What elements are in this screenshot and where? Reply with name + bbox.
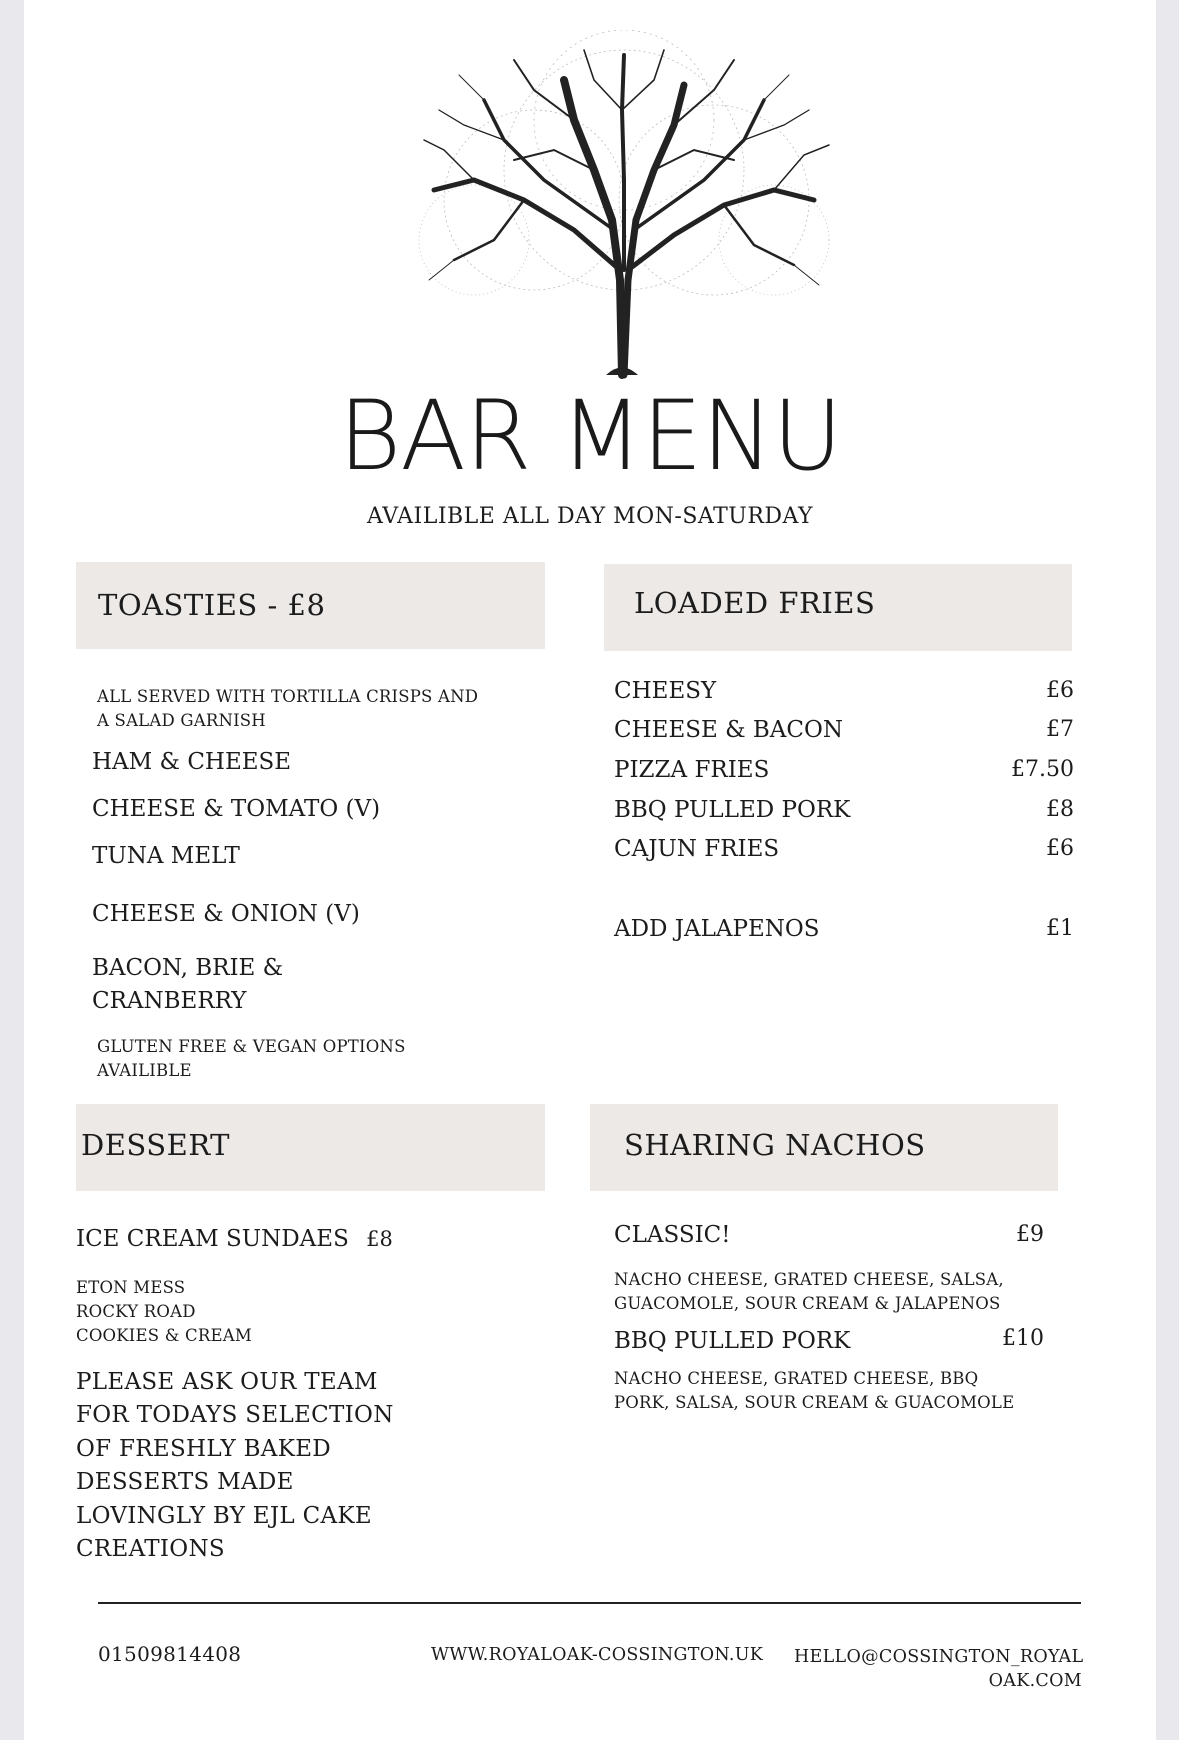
availability-subtitle: AVAILIBLE ALL DAY MON-SATURDAY [366,504,814,529]
fries-item: PIZZA FRIES £7.50 [614,757,1074,783]
footer-divider [98,1602,1081,1604]
fries-item: BBQ PULLED PORK £8 [614,797,1074,823]
nachos-heading: SHARING NACHOS [624,1128,926,1162]
nachos-header-band [590,1104,1058,1191]
footer-phone[interactable]: 01509814408 [98,1642,242,1666]
toastie-item: CHEESE & ONION (V) [92,901,360,927]
toastie-item: TUNA MELT [92,843,240,869]
dessert-heading: DESSERT [81,1128,230,1162]
fries-item: CAJUN FRIES £6 [614,836,1074,862]
nacho-desc: NACHO CHEESE, GRATED CHEESE, BBQ PORK, SALSA, SOUR CREAM & GUACOMOLE [614,1369,1015,1412]
footer-email-link[interactable]: HELLO@COSSINGTON_ROYAL OAK.COM [794,1647,1084,1691]
toasties-heading: TOASTIES - £8 [98,588,326,622]
dessert-header-band [76,1104,545,1191]
loaded-fries-heading: LOADED FRIES [634,586,876,620]
loaded-fries-header-band [604,564,1072,651]
nacho-item: CLASSIC! £9 [614,1222,1044,1248]
dessert-note: PLEASE ASK OUR TEAM FOR TODAYS SELECTION OF FRESHLY BAKED DESSERTS MADE LOVINGLY BY EJL CAKE CREATIONS [76,1369,394,1563]
fries-extra: ADD JALAPENOS £1 [614,916,1074,942]
toastie-item: BACON, BRIE & CRANBERRY [92,955,284,1014]
toasties-note: ALL SERVED WITH TORTILLA CRISPS AND A SALAD GARNISH [97,687,479,730]
toastie-item: HAM & CHEESE [92,749,292,775]
sundae-flavours: ETON MESS ROCKY ROAD COOKIES & CREAM [76,1278,252,1345]
sundae-price: £8 [366,1227,393,1251]
dietary-note: GLUTEN FREE & VEGAN OPTIONS AVAILIBLE [97,1037,406,1080]
toastie-item: CHEESE & TOMATO (V) [92,796,381,822]
footer-website-link[interactable]: WWW.ROYALOAK-COSSINGTON.UK [431,1645,764,1665]
sundae-item: ICE CREAM SUNDAES £8 [76,1226,393,1252]
toasties-header-band [76,562,545,649]
menu-page [24,0,1156,1740]
nacho-item: BBQ PULLED PORK £10 [614,1326,1044,1354]
fries-item: CHEESE & BACON £7 [614,717,1074,743]
menu-title: BAR MENU [338,380,842,492]
fries-item: CHEESY £6 [614,678,1074,704]
oak-tree-icon [384,30,864,380]
nacho-desc: NACHO CHEESE, GRATED CHEESE, SALSA, GUACOMOLE, SOUR CREAM & JALAPENOS [614,1270,1004,1313]
